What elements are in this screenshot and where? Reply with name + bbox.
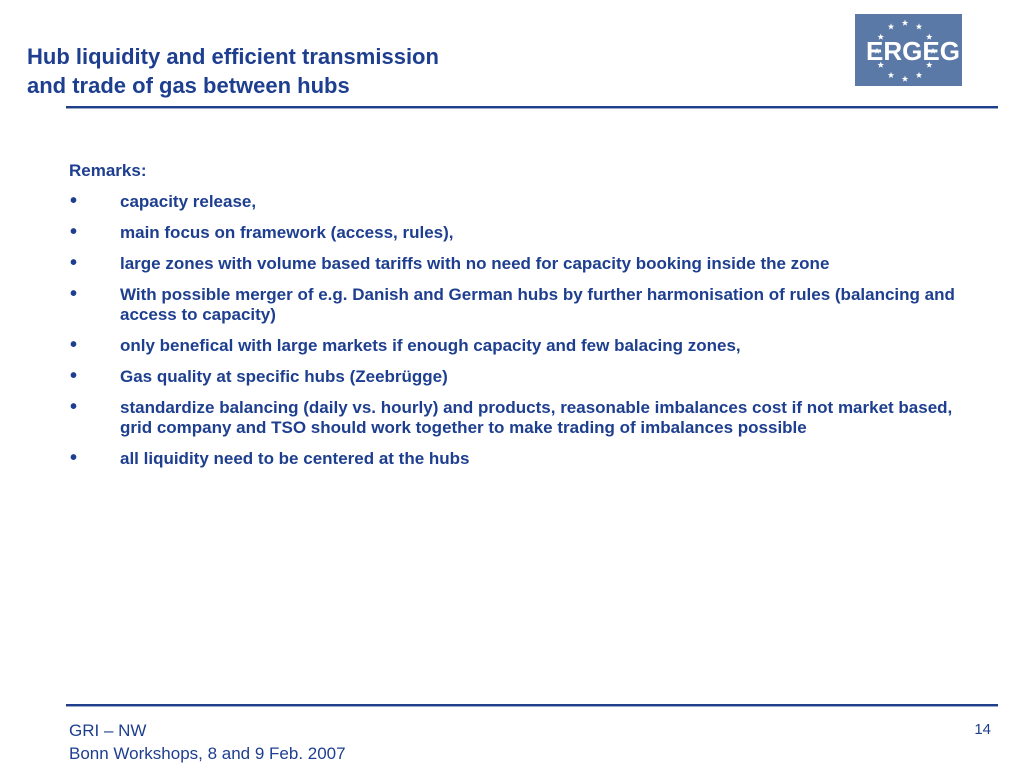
logo-star-icon — [916, 72, 922, 78]
logo-text: ERGEG — [866, 36, 960, 66]
bullet-item: • With possible merger of e.g. Danish and German hubs by further harmonisation of rules (balancing and access to capacity) — [69, 285, 989, 325]
footer-divider — [66, 704, 998, 707]
footer-line-1: GRI – NW — [69, 721, 147, 740]
slide-title-line-2: and trade of gas between hubs — [27, 73, 350, 98]
bullet-item: • capacity release, — [69, 192, 989, 212]
bullet-item: • all liquidity need to be centered at the hubs — [69, 449, 989, 469]
footer-info — [69, 719, 346, 765]
bullet-list — [69, 192, 989, 469]
bullet-item: • standardize balancing (daily vs. hourly) and products, reasonable imbalances cost if not market based, grid company and TSO should work together to make trading of imbalances possible — [69, 398, 989, 438]
bullet-item: • Gas quality at specific hubs (Zeebrügge) — [69, 367, 989, 387]
slide-title-line-1: Hub liquidity and efficient transmission — [27, 44, 439, 69]
eu-stars-ring-logo-icon — [855, 14, 962, 86]
remarks-heading: Remarks: — [69, 161, 147, 180]
logo-star-icon — [916, 23, 922, 29]
logo-star-icon — [888, 72, 894, 78]
slide-title — [27, 42, 827, 100]
header-divider — [66, 106, 998, 109]
logo-star-icon — [902, 20, 908, 26]
bullet-item: • only benefical with large markets if enough capacity and few balacing zones, — [69, 336, 989, 356]
page-number: 14 — [974, 721, 991, 738]
ergeg-logo — [855, 14, 962, 86]
logo-star-icon — [888, 23, 894, 29]
bullet-item: • main focus on framework (access, rules), — [69, 223, 989, 243]
footer-line-2: Bonn Workshops, 8 and 9 Feb. 2007 — [69, 744, 346, 763]
bullet-item: • large zones with volume based tariffs with no need for capacity booking inside the zone — [69, 254, 989, 274]
slide-body — [69, 161, 989, 480]
logo-star-icon — [902, 76, 908, 82]
